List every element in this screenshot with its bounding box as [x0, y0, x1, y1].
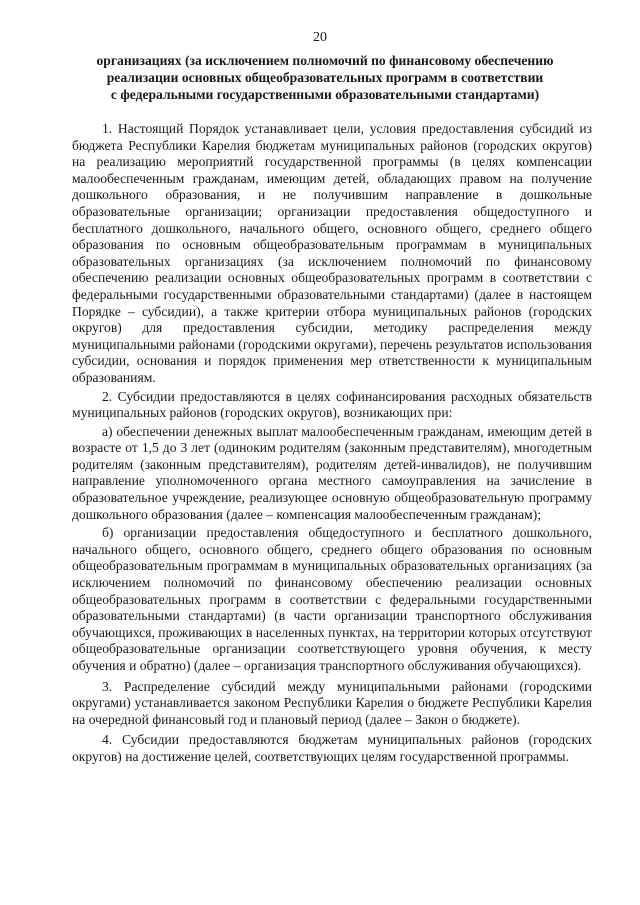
paragraph-4: 4. Субсидии предоставляются бюджетам муниципальных районов (городских округов) на достижение целей, соответствующих целям государственной программы. [72, 732, 592, 764]
heading-line: организациях (за исключением полномочий по финансовому обеспечению [96, 53, 554, 68]
paragraph-3: 3. Распределение субсидий между муниципальными районами (городскими округами) устанавливается законом Республики Карелия о бюджете Республики Карелия на очередной финансовый год и плановый период (далее – Закон о бюджете). [72, 678, 592, 727]
section-heading [70, 52, 580, 103]
paragraph-2a: а) обеспечении денежных выплат малообеспеченным гражданам, имеющим детей в возрасте от 1,5 до 3 лет (одиноким родителям (законным представителям), многодетным родителям (законным представителям), родителям детей-инвалидов), не получившим направление уполномоченного органа местного самоуправления на зачисление в образовательное учреждение, реализующее основную общеобразовательную программу дошкольного образования (далее – компенсация малообеспеченным гражданам); [72, 423, 592, 522]
paragraph-2: 2. Субсидии предоставляются в целях софинансирования расходных обязательств муниципальных районов (городских округов), возникающих при: [72, 388, 592, 421]
heading-line: реализации основных общеобразовательных программ в соответствии [106, 70, 544, 85]
page-number: 20 [313, 30, 327, 45]
document-body [72, 121, 592, 768]
heading-line: с федеральными государственными образовательными стандартами) [110, 87, 540, 102]
paragraph-1: 1. Настоящий Порядок устанавливает цели, условия предоставления субсидий из бюджета Республики Карелия бюджетам муниципальных районов (городских округов) на реализацию мероприятий государственной программы (в целях компенсации малообеспеченным гражданам, имеющим детей, обладающих правом на получение дошкольного образования, и не получившим направление в дошкольные образовательные организации; организации предоставления общедоступного и бесплатного дошкольного, начального общего, основного общего, среднего общего образования по основным общеобразовательным программам в муниципальных образовательных организациях (за исключением полномочий по финансовому обеспечению реализации основных общеобразовательных программ в соответствии с федеральными государственными образовательными стандартами) (далее в настоящем Порядке – субсидии), а также критерии отбора муниципальных районов (городских округов) для предоставления субсидии, методику распределения между муниципальными районами (городскими округами), перечень результатов использования субсидии, основания и порядок применения мер ответственности к муниципальным образованиям. [72, 121, 592, 385]
paragraph-2b: б) организации предоставления общедоступного и бесплатного дошкольного, начального общего, основного общего, среднего общего образования по основным общеобразовательным программам в муниципальных образовательных организациях (за исключением полномочий по финансовому обеспечению реализации основных общеобразовательных программ в соответствии с федеральными государственными образовательными стандартами) (в части организации транспортного обслуживания обучающихся, проживающих в населенных пунктах, на территории которых отсутствуют общеобразовательные организации соответствующего уровня обучения, к месту обучения и обратно) (далее – организация транспортного обслуживания обучающихся). [72, 525, 592, 673]
